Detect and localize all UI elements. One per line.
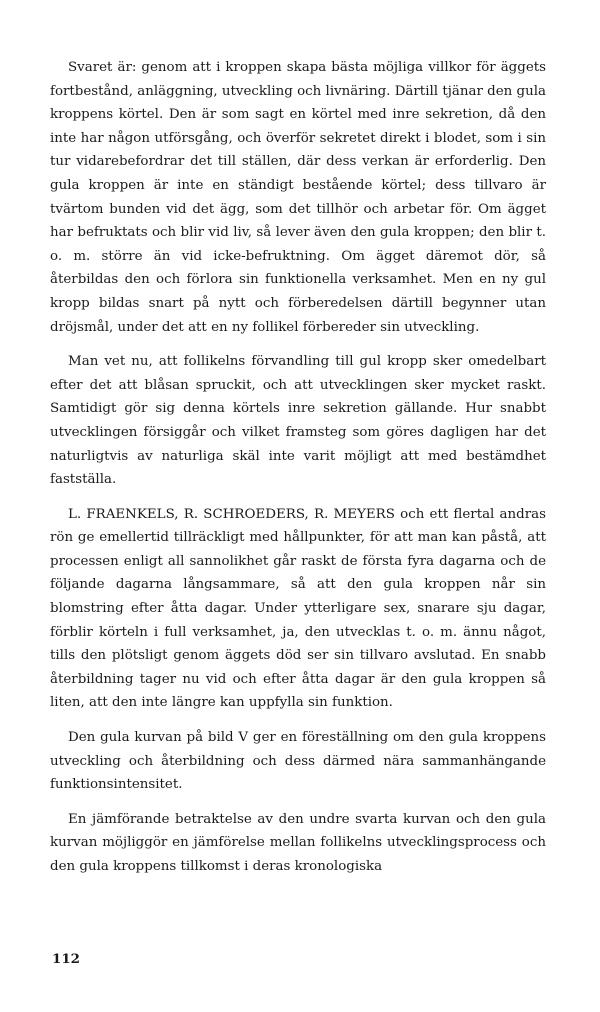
paragraph-4: Den gula kurvan på bild V ger en föreställning om den gula kroppens utveckling och återbildning och dess därmed nära sammanhängande funktionsintensitet. bbox=[50, 730, 546, 793]
page-number: 112 bbox=[52, 951, 80, 967]
paragraph-2: Man vet nu, att follikelns förvandling till gul kropp sker omedelbart efter det att blåsan spruckit, och att utvecklingen sker mycket raskt. Samtidigt gör sig denna körtels inre sekretion gällande. Hur snabbt utvecklingen försiggår och vilket framsteg som göres dagligen har det naturligtvis av naturliga skäl inte varit möjligt att med bestämdhet fastställa. bbox=[50, 354, 546, 488]
paragraph-1: Svaret är: genom att i kroppen skapa bästa möjliga villkor för äggets fortbestånd, anläggning, utveckling och livnäring. Därtill tjänar den gula kroppens körtel. Den är som sagt en körtel med inre sekretion, då den inte har någon utförsgång, och överför sekretet direkt i blodet, som i sin tur vidarebefordrar det till ställen, där dess verkan är erforderlig. Den gula kroppen är inte en ständigt bestående körtel; dess tillvaro är tvärtom bunden vid det ägg, som det tillhör och arbetar för. Om ägget har befruktats och blir vid liv, så lever även den gula kroppen; den blir t. o. m. större än vid icke-befruktning. Om ägget däremot dör, så återbildas den och förlora sin funktionella verksamhet. Men en ny gul kropp bildas snart på nytt och förberedelsen därtill begynner utan dröjsmål, under det att en ny follikel förbereder sin utveckling. bbox=[50, 60, 546, 335]
paragraph-3: L. FRAENKELS, R. SCHROEDERS, R. MEYERS och ett flertal andras rön ge emellertid tillräckligt med hållpunkter, för att man kan påstå, att processen enligt all sannolikhet går raskt de första fyra dagarna och de följande dagarna långsammare, så att den gula kroppen når sin blomstring efter åtta dagar. Under ytterligare sex, snarare sju dagar, förblir körteln i full verksamhet, ja, den utvecklas t. o. m. ännu något, tills den plötsligt genom äggets död ser sin tillvaro avslutad. En snabb återbildning tager nu vid och efter åtta dagar är den gula kroppen så liten, att den inte längre kan uppfylla sin funktion. bbox=[50, 506, 546, 711]
body-text bbox=[50, 56, 546, 879]
paragraph-5: En jämförande betraktelse av den undre svarta kurvan och den gula kurvan möjliggör en jämförelse mellan follikelns utvecklingsprocess och den gula kroppens tillkomst i deras kronologiska bbox=[50, 811, 546, 874]
